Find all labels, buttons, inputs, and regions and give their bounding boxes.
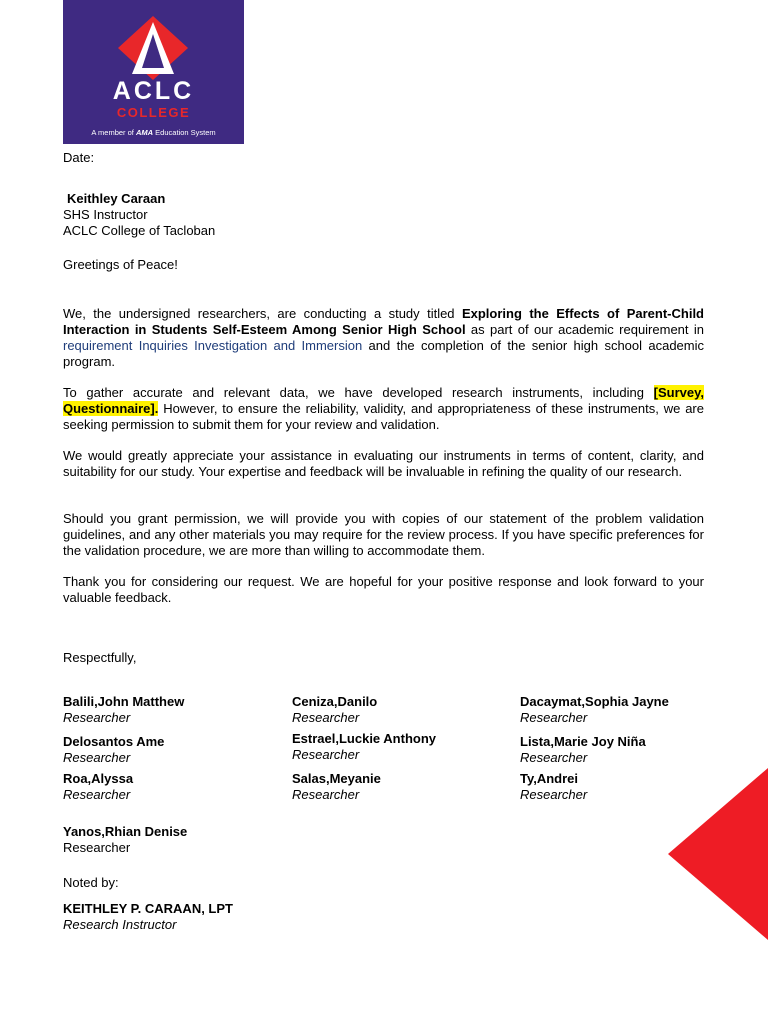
closing: Respectfully,	[63, 650, 137, 665]
logo-subtitle: COLLEGE	[116, 105, 191, 120]
researcher-name: Balili,John Matthew	[63, 694, 185, 709]
researcher-name: Lista,Marie Joy Niña	[520, 734, 646, 749]
logo-name: ACLC	[112, 77, 195, 105]
noted-by-role: Research Instructor	[63, 917, 177, 932]
noted-by-label: Noted by:	[63, 875, 119, 890]
researcher-role: Researcher	[292, 787, 360, 802]
researcher-name: Ceniza,Danilo	[292, 694, 378, 709]
recipient-school: ACLC College of Tacloban	[63, 223, 216, 238]
researcher-name: Delosantos Ame	[63, 734, 165, 749]
researcher-name: Salas,Meyanie	[292, 771, 381, 786]
researcher-role: Researcher	[63, 787, 131, 802]
paragraph-thanks: Thank you for considering our request. We are hopeful for your positive response and look forward to your valuable feedback.	[63, 574, 704, 605]
recipient-title: SHS Instructor	[63, 207, 148, 222]
researcher-role: Researcher	[520, 750, 588, 765]
researcher-signature	[63, 734, 283, 766]
paragraph-study: We, the undersigned researchers, are conducting a study titled Exploring the Effects of Parent-Child Interaction in Students Self-Esteem Among Senior High School as part of our academic requirement in requirement Inquiries Investigation and Immersion and the completion of the senior high school academic program.	[63, 306, 705, 369]
researcher-name: Estrael,Luckie Anthony	[292, 731, 436, 746]
researcher-signature	[520, 694, 740, 726]
date-label: Date:	[63, 150, 95, 165]
researcher-signature	[63, 771, 283, 803]
greeting: Greetings of Peace!	[63, 257, 178, 272]
subject-name: requirement Inquiries Investigation and Immersion	[63, 338, 363, 353]
noted-by-block	[63, 901, 704, 933]
researcher-role: Researcher	[292, 710, 360, 725]
instruments-highlight: [Survey, Questionnaire].	[63, 385, 704, 416]
researcher-role: Researcher	[63, 750, 131, 765]
paragraph-permission: Should you grant permission, we will provide you with copies of our statement of the problem validation guidelines, and any other materials you may require for the review process. If you have specific preferences for the validation procedure, we are more than willing to accommodate them.	[63, 511, 704, 558]
researcher-role: Researcher	[520, 787, 588, 802]
logo-emblem-icon	[63, 0, 244, 144]
recipient-name: Keithley Caraan	[67, 191, 166, 206]
aclc-college-logo	[63, 0, 244, 144]
researcher-signature	[63, 694, 283, 726]
researcher-signature	[63, 824, 283, 856]
recipient-block	[63, 191, 704, 239]
researcher-name: Yanos,Rhian Denise	[63, 824, 188, 839]
researcher-signature	[292, 694, 512, 726]
researcher-role: Researcher	[63, 710, 131, 725]
researcher-name: Dacaymat,Sophia Jayne	[520, 694, 669, 709]
study-title: Exploring the Effects of Parent-Child Interaction in Students Self-Esteem Among Senior High School	[63, 306, 704, 337]
researcher-role: Researcher	[520, 710, 588, 725]
researcher-role: Researcher	[63, 840, 131, 855]
paragraph-instruments: To gather accurate and relevant data, we have developed research instruments, including [Survey, Questionnaire]. However, to ensure the reliability, validity, and appropriateness of these instruments, we are seeking permission to submit them for your review and validation.	[63, 385, 704, 432]
paragraph-assistance: We would greatly appreciate your assistance in evaluating our instruments in terms of content, clarity, and suitability for our study. Your expertise and feedback will be invaluable in refining the quality of our research.	[63, 448, 704, 479]
researcher-signature	[292, 771, 512, 803]
researcher-name: Ty,Andrei	[520, 771, 579, 786]
noted-by-name: KEITHLEY P. CARAAN, LPT	[63, 901, 233, 916]
red-corner-decoration-icon	[660, 760, 768, 946]
logo-member-line: A member of AMA Education System	[91, 128, 216, 137]
researcher-name: Roa,Alyssa	[63, 771, 134, 786]
researcher-signature	[292, 731, 512, 763]
researcher-role: Researcher	[292, 747, 360, 762]
